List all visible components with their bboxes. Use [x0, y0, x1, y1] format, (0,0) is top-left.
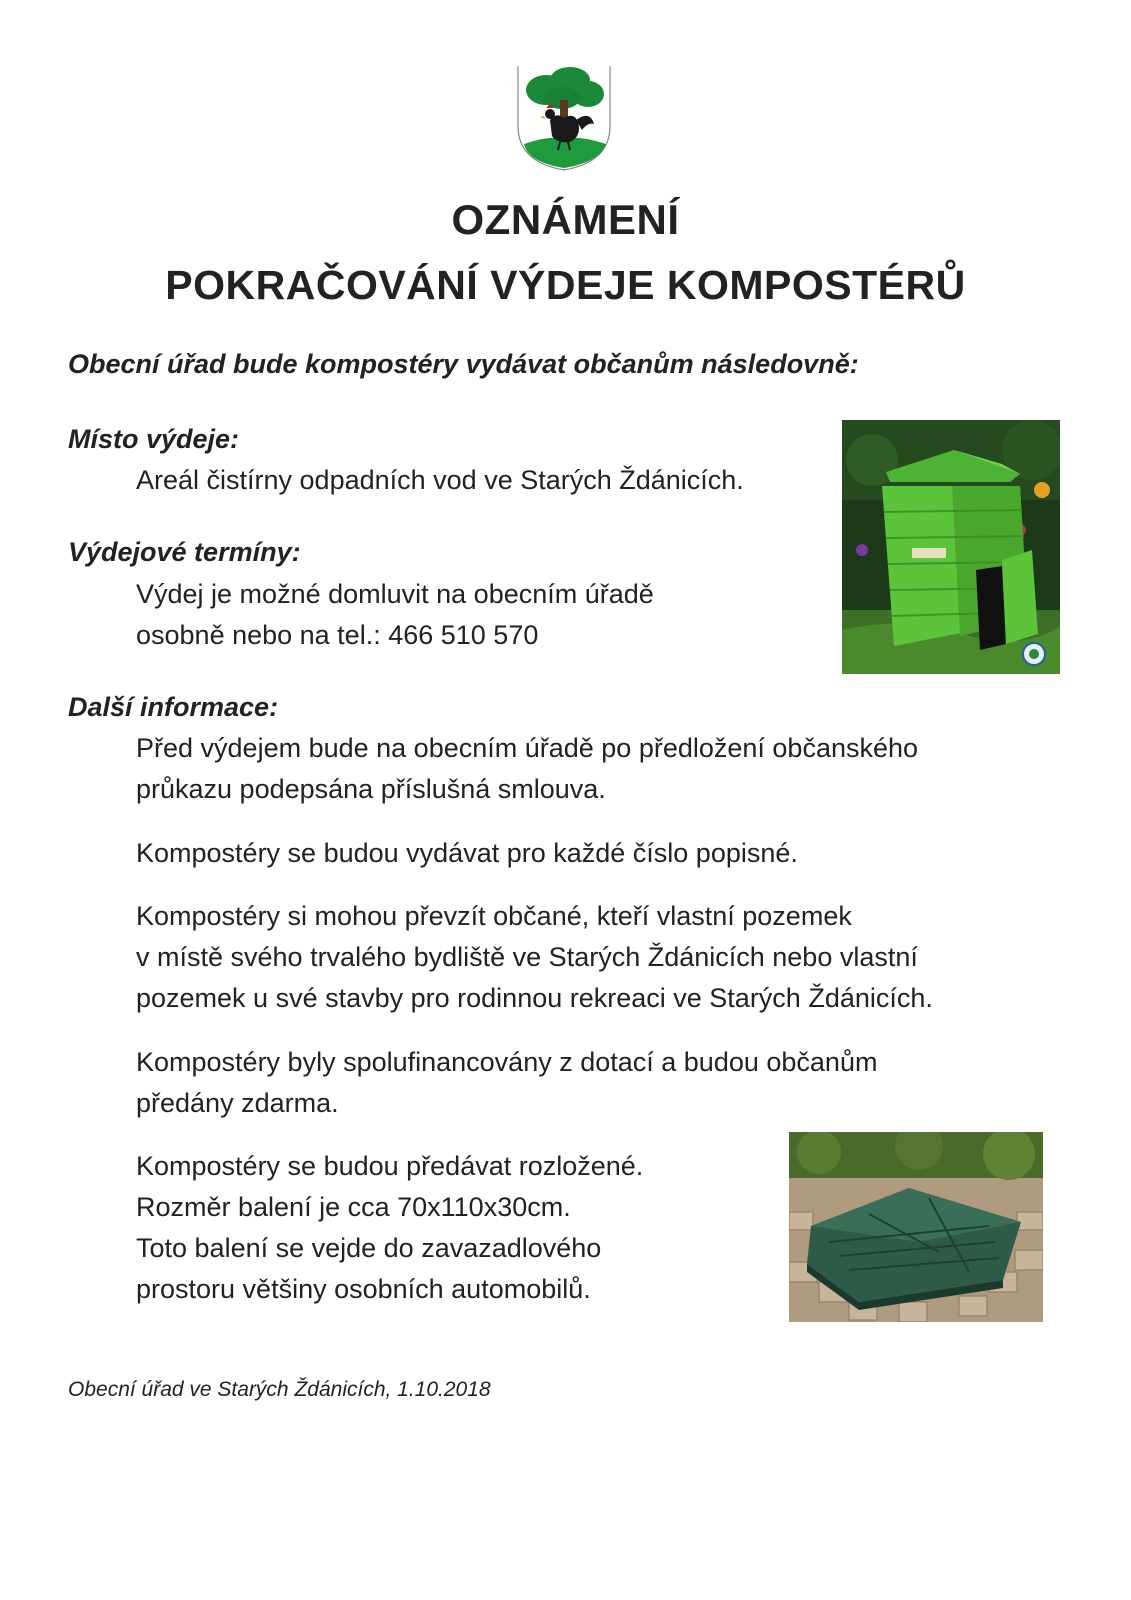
terms-heading: Výdejové termíny:	[68, 537, 301, 567]
footer-signature: Obecní úřad ve Starých Ždánicích, 1.10.2018	[68, 1378, 491, 1401]
terms-line: osobně nebo na tel.: 466 510 570	[136, 620, 539, 650]
info-paragraph-3	[136, 896, 933, 1019]
info-line: Kompostéry byly spolufinancovány z dotací a budou občanům	[136, 1047, 878, 1077]
info-line: Kompostéry se budou předávat rozložené.	[136, 1151, 644, 1181]
composter-photo	[842, 420, 1060, 674]
info-line: v místě svého trvalého bydliště ve Starých Ždánicích nebo vlastní	[136, 942, 918, 972]
info-line: Kompostéry si mohou převzít občané, kteří vlastní pozemek	[136, 901, 852, 931]
terms-text	[136, 574, 654, 656]
terms-line: Výdej je možné domluvit na obecním úřadě	[136, 579, 654, 609]
title-line-2: POKRAČOVÁNÍ VÝDEJE KOMPOSTÉRŮ	[165, 262, 966, 308]
info-line: průkazu podepsána příslušná smlouva.	[136, 774, 606, 804]
info-line: pozemek u své stavby pro rodinnou rekreaci ve Starých Ždánicích.	[136, 983, 933, 1013]
place-text: Areál čistírny odpadních vod ve Starých Ždánicích.	[136, 465, 744, 495]
intro-text: Obecní úřad bude kompostéry vydávat občanům následovně:	[68, 349, 859, 379]
info-line: Toto balení se vejde do zavazadlového	[136, 1233, 602, 1263]
info-paragraph-1	[136, 728, 918, 810]
title-line-1: OZNÁMENÍ	[451, 196, 680, 243]
info-paragraph-4	[136, 1042, 877, 1124]
info-line: prostoru většiny osobních automobilů.	[136, 1274, 591, 1304]
info-line: Rozměr balení je cca 70x110x30cm.	[136, 1192, 571, 1222]
place-heading: Místo výdeje:	[68, 424, 240, 454]
composter-package-photo	[789, 1132, 1043, 1322]
info-line: Kompostéry se budou vydávat pro každé číslo popisné.	[136, 838, 798, 868]
info-line: předány zdarma.	[136, 1088, 339, 1118]
info-paragraph-5	[136, 1146, 643, 1310]
info-line: Před výdejem bude na obecním úřadě po předložení občanského	[136, 733, 919, 763]
info-heading: Další informace:	[68, 692, 279, 722]
info-paragraph-2	[136, 833, 798, 874]
coat-of-arms-icon	[516, 64, 612, 174]
